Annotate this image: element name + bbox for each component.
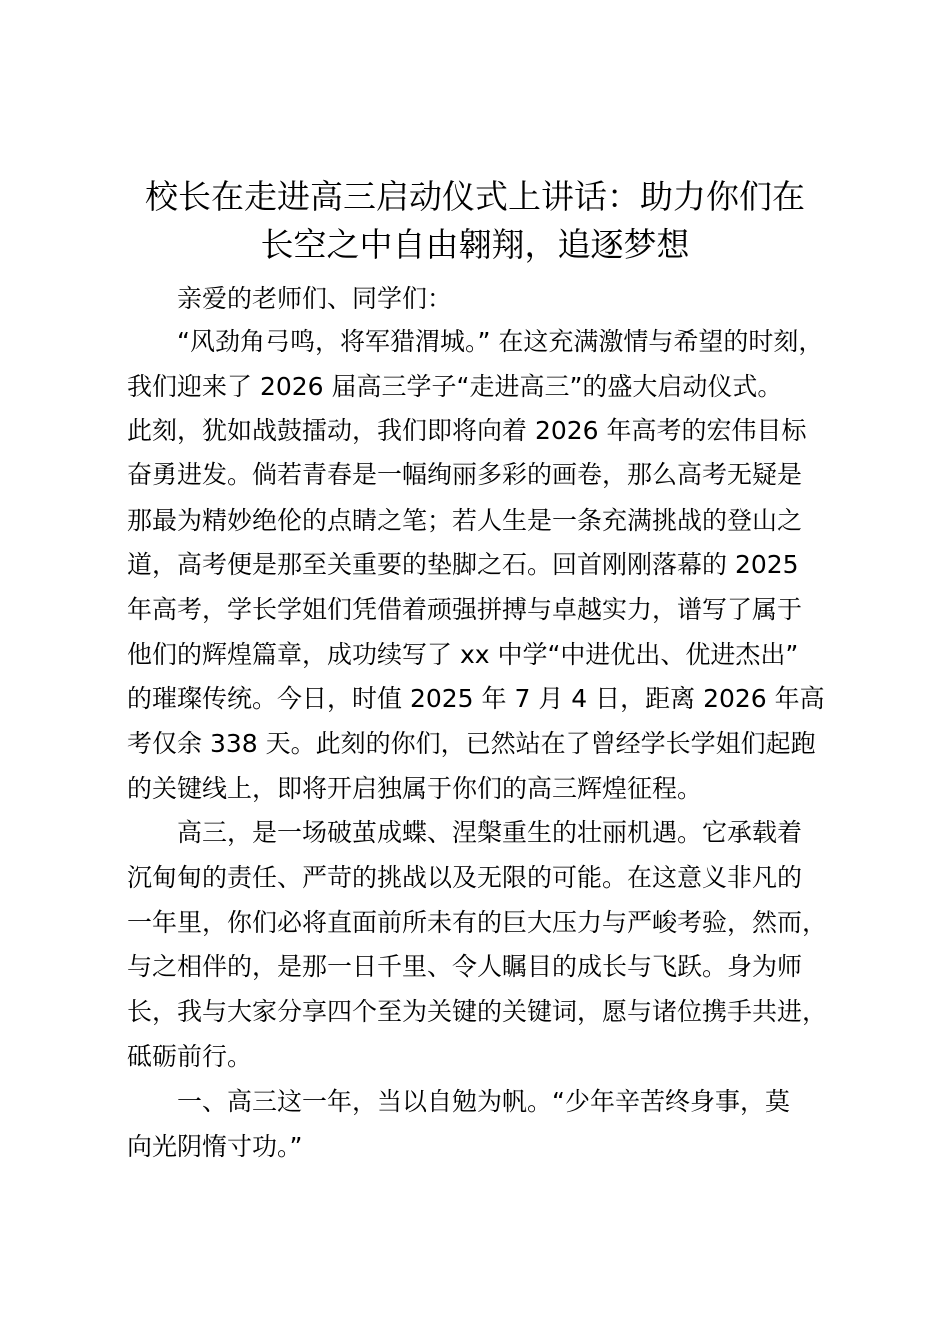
paragraph-line: 考仅余 338 天。此刻的你们，已然站在了曾经学长学姐们起跑 — [127, 729, 816, 758]
paragraph-line: 沉甸甸的责任、严苛的挑战以及无限的可能。在这意义非凡的 — [127, 863, 803, 892]
paragraph-line: 奋勇进发。倘若青春是一幅绚丽多彩的画卷，那么高考无疑是 — [127, 460, 803, 489]
paragraph-line: 我们迎来了 2026 届高三学子“走进高三”的盛大启动仪式。 — [127, 372, 783, 401]
paragraph-line: 长，我与大家分享四个至为关键的关键词，愿与诸位携手共进， — [127, 997, 828, 1026]
paragraph-line: 他们的辉煌篇章，成功续写了 xx 中学“中进优出、优进杰出” — [127, 640, 799, 669]
title-line-1: 校长在走进高三启动仪式上讲话：助力你们在 — [145, 177, 805, 216]
paragraph-line: 此刻，犹如战鼓擂动，我们即将向着 2026 年高考的宏伟目标 — [127, 416, 807, 445]
paragraph-line: 道，高考便是那至关重要的垫脚之石。回首刚刚落幕的 2025 — [127, 550, 799, 579]
paragraph-line: 那最为精妙绝伦的点睛之笔；若人生是一条充满挑战的登山之 — [127, 506, 803, 535]
paragraph-line: 与之相伴的，是那一日千里、令人瞩目的成长与飞跃。身为师 — [127, 952, 803, 981]
title-line-2: 长空之中自由翱翔，追逐梦想 — [260, 225, 690, 264]
paragraph-line: 一年里，你们必将直面前所未有的巨大压力与严峻考验，然而， — [127, 908, 828, 937]
paragraph-line: 的关键线上，即将开启独属于你们的高三辉煌征程。 — [127, 774, 703, 803]
paragraph-line: 向光阴惰寸功。” — [127, 1132, 303, 1161]
paragraph-line: “风劲角弓鸣，将军猎渭城。” 在这充满激情与希望的时刻， — [177, 327, 824, 356]
paragraph-line: 的璀璨传统。今日，时值 2025 年 7 月 4 日，距离 2026 年高 — [127, 684, 825, 713]
salutation: 亲爱的老师们、同学们： — [177, 284, 453, 313]
paragraph-line: 年高考，学长学姐们凭借着顽强拼搏与卓越实力，谱写了属于 — [127, 595, 803, 624]
paragraph-line: 砥砺前行。 — [127, 1042, 253, 1071]
section-heading-line: 一、高三这一年，当以自勉为帆。“少年辛苦终身事，莫 — [177, 1087, 790, 1116]
paragraph-line: 高三，是一场破茧成蝶、涅槃重生的壮丽机遇。它承载着 — [177, 818, 803, 847]
